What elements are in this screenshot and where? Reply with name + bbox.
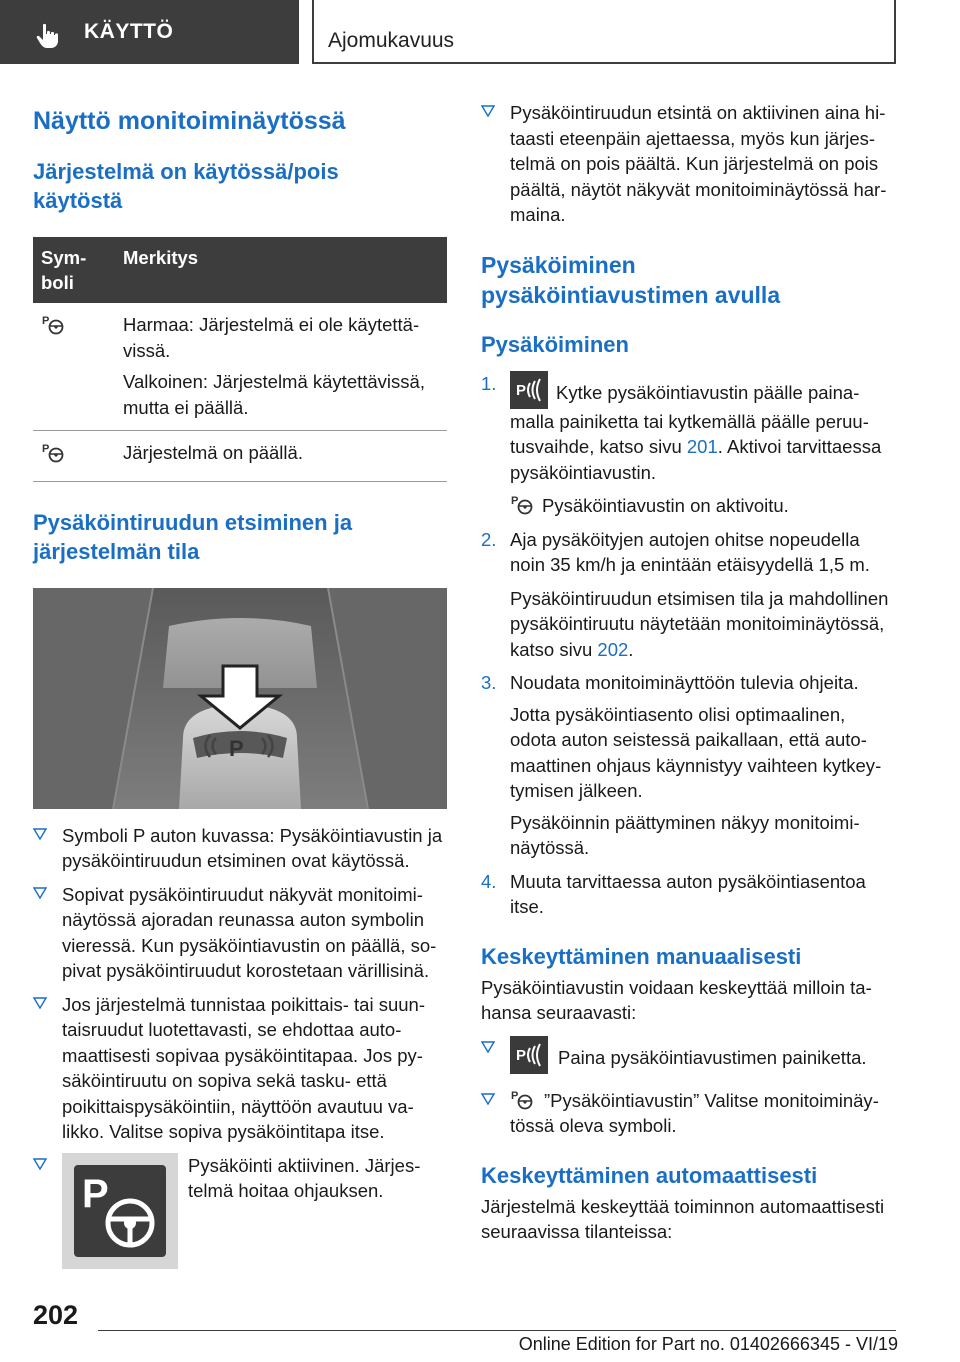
svg-text:P: P: [511, 495, 519, 507]
subheading-search: Pysäköintiruudun etsiminen ja järjestelmän tila: [33, 509, 353, 564]
parking-assist-icon: [510, 494, 536, 516]
parking-assist-icon: [41, 442, 67, 464]
table-row: [33, 303, 447, 431]
parking-assist-button-icon: [510, 371, 548, 409]
parking-assist-icon: [510, 1089, 536, 1111]
page-number: 202: [33, 1300, 79, 1330]
parking-assist-button-icon: [510, 1036, 548, 1074]
row1-text-b: Valkoinen: Järjestelmä käytettävissä, mutta ei päällä.: [123, 371, 425, 418]
triangle-bullet-icon: [33, 886, 47, 900]
footer-divider: [98, 1330, 896, 1331]
svg-text:P: P: [516, 381, 527, 399]
table-row: [33, 431, 447, 482]
subheading-auto-cancel: Keskeyttäminen automaattisesti: [481, 1162, 818, 1188]
chapter-tab: [312, 0, 896, 64]
subheading-system-status: Järjestelmä on käytössä/pois käytöstä: [33, 159, 339, 213]
triangle-bullet-icon: [33, 1157, 47, 1171]
parking-scene-graphic: [33, 588, 447, 809]
row1-text-a: Harmaa: Järjestelmä ei ole käytettävissä.: [123, 314, 420, 361]
table-header-symbol: Symboli: [33, 237, 115, 303]
triangle-bullet-icon: [33, 827, 47, 841]
triangle-bullet-icon: [481, 1040, 495, 1054]
page-link-202[interactable]: 202: [597, 638, 629, 660]
edition-note: Online Edition for Part no. 01402666345 - VI/19: [518, 1334, 898, 1354]
svg-text:P: P: [516, 1046, 527, 1064]
step-item: 4. Muuta tarvittaessa auton pysäköintiasentoa itse.: [481, 870, 866, 917]
subheading-manual-cancel: Keskeyttäminen manuaalisesti: [481, 943, 802, 969]
step-item: 1. P Kytke pysäköintiavustin päälle painamalla painiketta tai kytkemällä päälle peruutusvaihde, katso sivu 201. Aktivoi tarvittaessa pysäköintiavustin. P Pysäköintiavustin on aktivoitu.: [481, 372, 882, 516]
left-column: [33, 100, 447, 1271]
table-header-meaning: Merkitys: [115, 237, 447, 303]
triangle-bullet-icon: [481, 104, 495, 118]
svg-text:P: P: [82, 1171, 109, 1216]
step-item: 3. Noudata monitoiminäyttöön tulevia ohjeita. Jotta pysäköintiasento olisi optimaalinen, odota auton seistessä paikallaan, että automaattinen ohjaus käynnistyy vaihteen kytkeytymisen jälkeen. Pysäköinnin päättyminen näkyy monitoiminäytössä.: [481, 672, 882, 858]
svg-text:P: P: [42, 315, 50, 327]
list-item: Symboli P auton kuvassa: Pysäköintiavustin ja pysäköintiruudun etsiminen ovat käytössä.: [33, 823, 447, 874]
parking-search-illustration: [33, 588, 447, 809]
chapter-title: Ajomukavuus: [328, 29, 455, 52]
list-item: Pysäköintiruudun etsintä on aktiivinen aina hitaasti eteenpäin ajettaessa, myös kun järjestelmä on pois päältä. Kun järjestelmä on pois päältä, näytöt näkyvät monitoiminäytössä harmaina.: [481, 100, 895, 228]
list-item: P Paina pysäköintiavustimen painiketta.: [481, 1036, 895, 1074]
right-column: Pysäköintiruudun etsintä on aktiivinen aina hitaasti eteenpäin ajettaessa, myös kun järjestelmä on pois päältä. Kun järjestelmä on pois päältä, näytöt näkyvät monitoiminäytössä harmaina. Pysäköiminen pysäköintiavustimen avulla Pysäköiminen 1. P Kytke pysäköintiavustin päälle painamalla painiketta tai kytkemällä päälle peruutusvaihde, katso sivu 201. Aktivoi tarvittaessa pysäköintiavustin. P Pysäköintiavustin on aktivoitu. 2. Aja pysäköityjen autojen ohitse nopeudella noin 35 km/h ja enintään etäisyydellä 1,5 m. Pysäköintiruudun etsimisen tila ja mahdollinen pysäköintiruutu näytetään monitoiminäytössä, katso sivu 202. 3. Noudata monitoiminäyttöön tulevia ohjeita. Jotta pysäköintiasento olisi optimaalinen, odota auton seistessä paikallaan, että automaattinen ohjaus käynnistyy vaihteen kytkeytymisen jälkeen. Pysäköinnin päättyminen näkyy monitoiminäytössä. 4. Muuta tarvittaessa auton pysäköintiasentoa itse. Keskeyttäminen manuaalisesti Pysäköintiavustin voidaan keskeyttää milloin tahansa seuraavasti: P Paina pysäköintiavustimen painiketta. P ”Pysäköintiavustin” Valitse monitoiminäytössä oleva symboli. Keskeyttäminen automaattisesti Järjestelmä keskeyttää toiminnon automaattisesti seuraavissa tilanteissa:: [481, 100, 895, 1245]
triangle-bullet-icon: [33, 996, 47, 1010]
section-title: KÄYTTÖ: [84, 20, 174, 43]
hand-pointer-icon: [34, 22, 62, 50]
list-item: P ”Pysäköintiavustin” Valitse monitoiminäytössä oleva symboli.: [481, 1088, 895, 1139]
section-heading-parking: Pysäköiminen pysäköintiavustimen avulla: [481, 251, 781, 308]
svg-text:P: P: [42, 443, 50, 455]
svg-text:P: P: [229, 735, 244, 761]
page-link-201[interactable]: 201: [686, 436, 718, 457]
subheading-parking: Pysäköiminen: [481, 331, 629, 357]
list-item: Sopivat pysäköintiruudut näkyvät monitoiminäytössä ajoradan reunassa auton symbolin vieressä. Kun pysäköintiavustin on päällä, sopivat pysäköintiruudut korostetaan värillisinä.: [33, 882, 447, 984]
symbol-table: [33, 237, 447, 482]
triangle-bullet-icon: [481, 1092, 495, 1106]
list-item: P Pysäköinti aktiivinen. Järjestelmä hoitaa ohjauksen.: [33, 1153, 447, 1271]
parking-assist-icon: [41, 314, 67, 336]
parking-active-icon: [62, 1153, 178, 1269]
page-title: Näyttö monitoiminäytössä: [33, 107, 346, 135]
step-item: 2. Aja pysäköityjen autojen ohitse nopeudella noin 35 km/h ja enintään etäisyydellä 1,5 m. Pysäköintiruudun etsimisen tila ja mahdollinen pysäköintiruutu näytetään monitoiminäytössä, katso sivu 202.: [481, 528, 889, 660]
section-tab: [0, 0, 299, 64]
list-item: Jos järjestelmä tunnistaa poikittais- tai suuntaisruudut luotettavasti, se ehdottaa automaattisesti sopivaa pysäköintitapaa. Jos pysäköintiruutu on sopiva sekä tasku- että poikittaispysäköintiin, näyttöön avautuu valikko. Valitse sopiva pysäköintitapa itse.: [33, 992, 447, 1145]
svg-text:P: P: [511, 1089, 519, 1102]
row2-text: Järjestelmä on päällä.: [115, 431, 447, 482]
